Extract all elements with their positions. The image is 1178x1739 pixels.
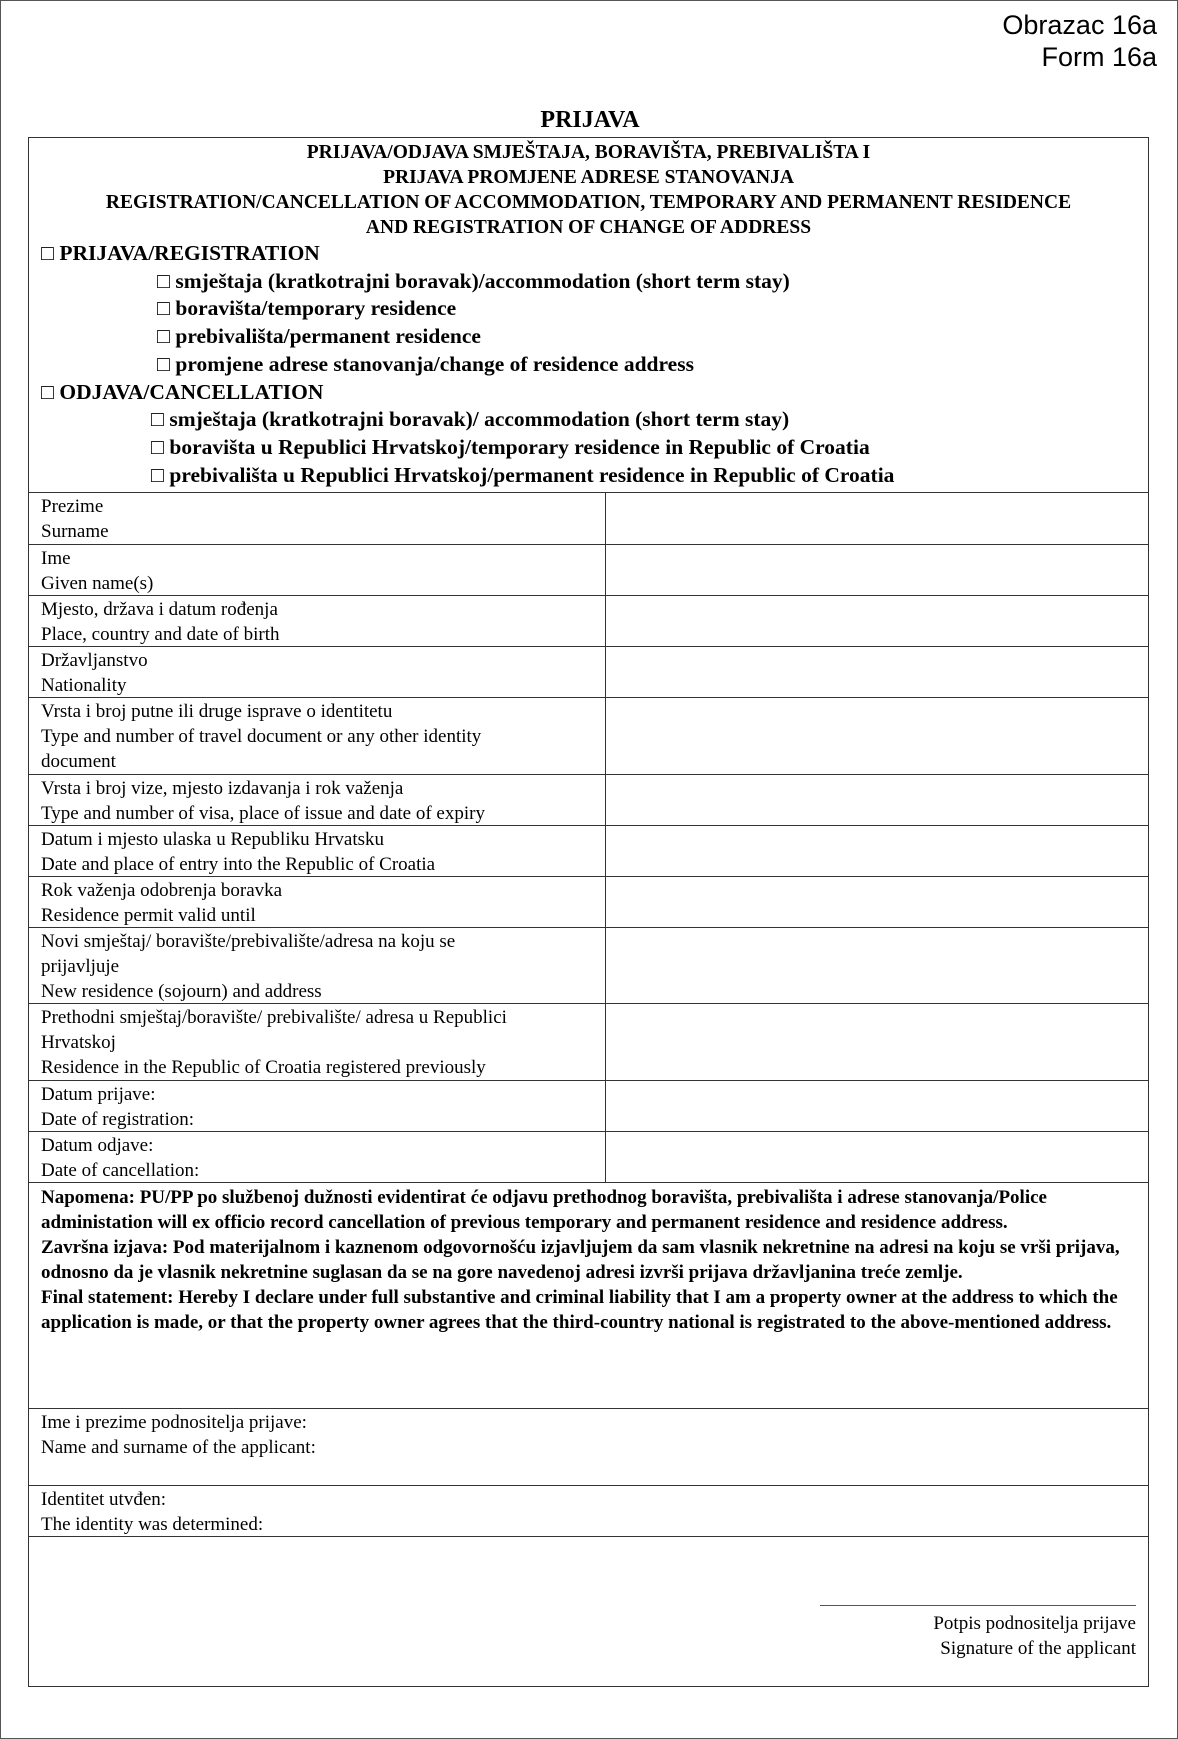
field-label [29,1081,606,1131]
field-value-input[interactable] [606,1081,1148,1131]
field-label-line: Date of registration: [41,1109,195,1130]
field-label-line: Datum i mjesto ulaska u Republiku Hrvatsku [41,829,385,850]
identity-field[interactable] [29,1486,1148,1537]
signature-label-en: Signature of the applicant [940,1638,1136,1659]
table-row [29,1004,1148,1081]
checkbox-icon[interactable]: □ [151,407,164,432]
table-row [29,596,1148,647]
applicant-name-field[interactable] [29,1409,1148,1486]
field-value-input[interactable] [606,698,1148,774]
field-label [29,596,606,646]
field-label [29,493,606,544]
field-label [29,1132,606,1182]
napomena-text: : PU/PP po službenoj dužnosti evidentirat će odjavu prethodnog boravišta, prebivališta i adrese stanovanja/Police administation will ex officio record cancellation of previous temporary and permanent residence and residence address. [41,1187,1047,1233]
cancellation-label: ODJAVA/CANCELLATION [59,379,324,404]
table-row [29,493,1148,545]
option-label: boravišta u Republici Hrvatskoj/temporary residence in Republic of Croatia [169,434,870,459]
checkbox-icon[interactable]: □ [151,462,164,487]
option-label: boravišta/temporary residence [175,296,457,321]
option-label: prebivališta/permanent residence [175,324,481,349]
registration-option[interactable] [29,268,1148,296]
signature-caption [933,1611,1136,1661]
field-label [29,826,606,876]
checkbox-icon[interactable]: □ [41,379,54,404]
cancellation-checkbox[interactable] [29,379,1148,407]
field-label-line: Državljanstvo [41,650,148,671]
field-value-input[interactable] [606,1004,1148,1080]
field-label-line: Prethodni smještaj/boravište/ prebivalište/ adresa u Republici [41,1007,507,1028]
table-row [29,877,1148,928]
field-label-line: Nationality [41,675,127,696]
field-label [29,698,606,774]
table-row [29,545,1148,596]
field-label-line: Ime [41,548,71,569]
option-label: prebivališta u Republici Hrvatskoj/permanent residence in Republic of Croatia [169,462,895,487]
field-label-line: Vrsta i broj putne ili druge isprave o identitetu [41,701,393,722]
field-value-input[interactable] [606,545,1148,595]
signature-label-hr: Potpis podnositelja prijave [933,1613,1136,1634]
form-frame [28,137,1149,1687]
field-label-line: Datum prijave: [41,1084,156,1105]
field-label-line: Mjesto, država i datum rođenja [41,599,278,620]
header-line: AND REGISTRATION OF CHANGE OF ADDRESS [365,217,812,238]
field-label-line: Residence permit valid until [41,905,256,926]
napomena-label: Napomena [41,1187,129,1208]
field-label [29,545,606,595]
signature-area[interactable] [29,1537,1148,1687]
table-row [29,1081,1148,1132]
table-row [29,826,1148,877]
field-label-line: prijavljuje [41,956,120,977]
form-header [29,138,1148,493]
field-label-line: Date of cancellation: [41,1160,200,1181]
field-value-input[interactable] [606,647,1148,697]
option-label: smještaja (kratkotrajni boravak)/ accommodation (short term stay) [169,407,790,432]
signature-line [820,1605,1136,1606]
registration-option[interactable] [29,323,1148,351]
field-label-line: Novi smještaj/ boravište/prebivalište/adresa na koju se [41,931,456,952]
checkbox-icon[interactable]: □ [157,351,170,376]
table-row [29,928,1148,1004]
field-label-line: Prezime [41,496,104,517]
form-number [1002,9,1157,73]
registration-label: PRIJAVA/REGISTRATION [59,241,320,265]
field-label [29,1004,606,1080]
field-value-input[interactable] [606,1132,1148,1182]
field-label-line: Surname [41,521,109,542]
note-section [29,1183,1148,1409]
header-line: PRIJAVA/ODJAVA SMJEŠTAJA, BORAVIŠTA, PREBIVALIŠTA I [306,142,871,163]
field-label-line: Type and number of travel document or any other identity [41,726,482,747]
field-label-line: document [41,751,116,772]
cancellation-option[interactable] [29,406,1148,434]
checkbox-icon[interactable]: □ [157,268,170,293]
field-label-line: Rok važenja odobrenja boravka [41,880,283,901]
table-row [29,1132,1148,1183]
field-label-line: Given name(s) [41,573,154,594]
field-label [29,877,606,927]
field-label-line: Type and number of visa, place of issue and date of expiry [41,803,485,824]
form-number-en: Form 16a [1041,42,1157,72]
checkbox-icon[interactable]: □ [151,434,164,459]
field-label-line: Hrvatskoj [41,1032,116,1053]
registration-option[interactable] [29,295,1148,323]
field-value-input[interactable] [606,493,1148,544]
form-title: PRIJAVA [540,107,640,133]
napomena [41,1185,1136,1235]
field-label [29,647,606,697]
header-line: PRIJAVA PROMJENE ADRESE STANOVANJA [383,167,794,188]
table-row [29,647,1148,698]
option-label: promjene adrese stanovanja/change of residence address [175,351,694,376]
applicant-label-en: Name and surname of the applicant: [41,1437,316,1458]
cancellation-option[interactable] [29,434,1148,462]
registration-option[interactable] [29,351,1148,379]
table-row [29,775,1148,826]
identity-label-en: The identity was determined: [41,1514,264,1535]
form-number-hr: Obrazac 16a [1002,10,1157,40]
field-value-input[interactable] [606,775,1148,825]
option-label: smještaja (kratkotrajni boravak)/accommodation (short term stay) [175,268,790,293]
field-label-line: Place, country and date of birth [41,624,280,645]
applicant-label-hr: Ime i prezime podnositelja prijave: [41,1412,307,1433]
table-row [29,698,1148,775]
checkbox-icon[interactable]: □ [41,241,54,265]
field-value-input[interactable] [606,596,1148,646]
fields-table [29,493,1148,1183]
field-label-line: New residence (sojourn) and address [41,981,322,1002]
field-label [29,775,606,825]
field-value-input[interactable] [606,928,1148,1003]
field-label [29,928,606,1003]
field-label-line: Datum odjave: [41,1135,154,1156]
field-label-line: Residence in the Republic of Croatia registered previously [41,1057,486,1078]
field-label-line: Vrsta i broj vize, mjesto izdavanja i rok važenja [41,778,404,799]
cancellation-option[interactable] [29,462,1148,490]
checkbox-icon[interactable]: □ [157,324,170,349]
field-value-input[interactable] [606,877,1148,927]
header-heading [29,138,1148,240]
field-value-input[interactable] [606,826,1148,876]
registration-checkbox[interactable] [29,240,1148,268]
field-label-line: Date and place of entry into the Republic of Croatia [41,854,436,875]
checkbox-icon[interactable]: □ [157,296,170,321]
final-statement-en: Final statement: Hereby I declare under full substantive and criminal liability that I am a property owner at the address to which the application is made, or that the property owner agrees that the third-country national is registrated to the above-mentioned address. [41,1287,1118,1333]
header-line: REGISTRATION/CANCELLATION OF ACCOMMODATION, TEMPORARY AND PERMANENT RESIDENCE [105,192,1072,213]
identity-label-hr: Identitet utvđen: [41,1489,167,1510]
final-statement-hr: Završna izjava: Pod materijalnom i kaznenom odgovornošću izjavljujem da sam vlasnik nekretnine na adresi na koju se vrši prijava, odnosno da je vlasnik nekretnine suglasan da se na gore navedenoj adresi izvrši prijava državljanina treće zemlje. [41,1237,1120,1283]
